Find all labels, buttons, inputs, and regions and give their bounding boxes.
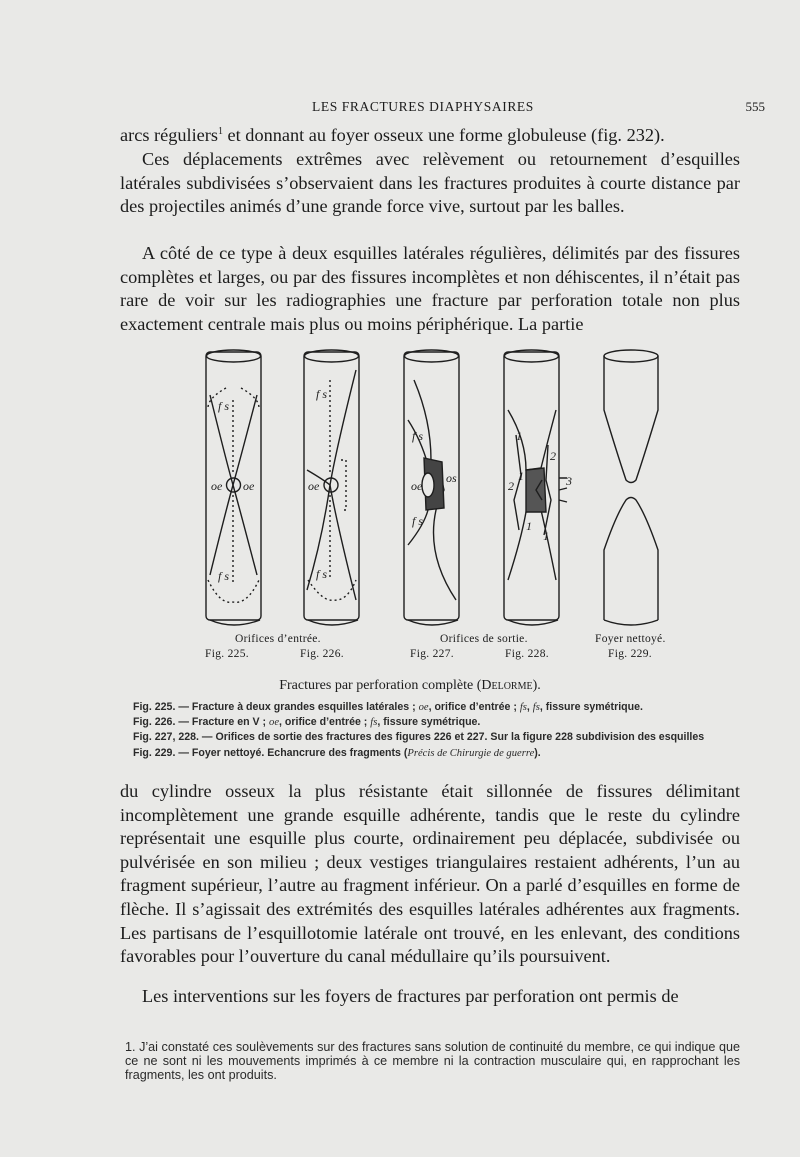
paragraph-1-text-b: et donnant au foyer osseux une forme globuleuse (fig. 232).	[222, 125, 665, 145]
paragraph-5-text: Les interventions sur les foyers de fractures par perforation ont permis de	[142, 986, 679, 1006]
label-1-228-d: 1	[543, 529, 549, 543]
running-header	[120, 99, 765, 119]
legend-line-229: Fig. 229. — Foyer nettoyé. Echancrure des fragments (Précis de Chirurgie de guerre).	[133, 746, 541, 759]
group-label-entree: Orifices d’entrée.	[235, 633, 321, 645]
label-3-228: 3	[566, 474, 572, 488]
paragraph-2-text: Ces déplacements extrêmes avec relèvement ou retournement d’esquilles latérales subdivisées s’observaient dans les fractures produites à courte distance par des projectiles animés d’une grande force vive, surtout par les balles.	[120, 149, 740, 217]
label-1-228-b: 1	[518, 469, 524, 483]
legend-line-225: Fig. 225. — Fracture à deux grandes esquilles latérales ; oe, orifice d’entrée ; fs, fs, fissure symétrique.	[133, 701, 643, 713]
label-fs-226-bottom: f s	[316, 567, 328, 581]
footnote-ref[interactable]: 1	[217, 125, 223, 137]
fig-number-229: Fig. 229.	[608, 648, 652, 660]
label-fs-227-bottom: f s	[412, 514, 424, 528]
fracture-diagrams	[196, 340, 686, 640]
label-oe-227: oe	[411, 479, 423, 493]
paragraph-5	[120, 985, 740, 1009]
group-label-nettoye: Foyer nettoyé.	[595, 633, 666, 645]
figure-legend	[133, 700, 773, 761]
footnote	[125, 1040, 740, 1083]
label-fs-227-top: f s	[412, 429, 424, 443]
label-fs-225-bottom: f s	[218, 569, 230, 583]
label-1-228-c: 1	[526, 519, 532, 533]
paragraph-3-text: A côté de ce type à deux esquilles latérales régulières, délimités par des fissures complètes et larges, ou par des fissures incomplètes et non déhiscentes, il n’était pas rare de voir sur les radiographies une fracture par perforation totale non plus exactement centrale mais plus ou moins périphérique. La partie	[120, 243, 740, 334]
fig-number-225: Fig. 225.	[205, 648, 249, 660]
fig-number-228: Fig. 228.	[505, 648, 549, 660]
caption-title-text: Fractures par perforation complète (	[279, 678, 482, 693]
footnote-mark: 1.	[125, 1040, 136, 1054]
legend-line-226: Fig. 226. — Fracture en V ; oe, orifice d’entrée ; fs, fissure symétrique.	[133, 716, 481, 729]
label-oe-225-right: oe	[243, 479, 255, 493]
bone-fig-229	[604, 350, 658, 625]
group-label-sortie: Orifices de sortie.	[440, 633, 528, 645]
fig-number-226: Fig. 226.	[300, 648, 344, 660]
caption-author: Delorme	[481, 678, 533, 693]
label-oe-225-left: oe	[211, 479, 223, 493]
figure-caption-title	[0, 678, 800, 694]
paragraph-1	[120, 124, 740, 148]
paragraph-2	[120, 148, 740, 219]
running-title: LES FRACTURES DIAPHYSAIRES	[312, 99, 534, 114]
page-number: 555	[745, 99, 765, 114]
paragraph-1-text-a: arcs réguliers	[120, 125, 218, 145]
label-oe-226: oe	[308, 479, 320, 493]
label-2-228-b: 2	[508, 479, 514, 493]
label-fs-225-top: f s	[218, 399, 230, 413]
paragraph-4-text: du cylindre osseux la plus résistante était sillonnée de fissures délimitant incomplètement une grande esquille adhérente, tandis que le reste du cylindre représentait une esquille plus courte, ordinairement peu déplacée, subdivisée ou pulvérisée en son milieu ; deux vestiges triangulaires restaient adhérents, l’un au fragment supérieur, l’autre au fragment inférieur. On a parlé d’esquilles en forme de flèche. Il s’agissait des extrémités des esquilles latérales adhérentes aux fragments. Les partisans de l’esquillotomie latérale ont trouvé, en les enlevant, des conditions favorables pour l’ouverture du canal médullaire qu’ils poursuivent.	[120, 781, 740, 967]
label-fs-226-top: f s	[316, 387, 328, 401]
footnote-text: J’ai constaté ces soulèvements sur des fractures sans solution de continuité du membre, ce qui indique que ce ne sont ni les mouvements imprimés à ce membre ni la contraction musculaire qui, en rapprochant les fragments, les ont produits.	[125, 1040, 741, 1083]
paragraph-4	[120, 780, 740, 969]
label-1-228-a: 1	[516, 429, 522, 443]
caption-title-end: ).	[532, 678, 541, 693]
legend-line-227-228: Fig. 227, 228. — Orifices de sortie des fractures des figures 226 et 227. Sur la figure 228 subdivision des esquilles	[133, 731, 705, 744]
fracture-figure	[196, 340, 686, 640]
fig-number-227: Fig. 227.	[410, 648, 454, 660]
label-os-227: os	[446, 471, 457, 485]
label-2-228-a: 2	[550, 449, 556, 463]
paragraph-3	[120, 242, 740, 336]
